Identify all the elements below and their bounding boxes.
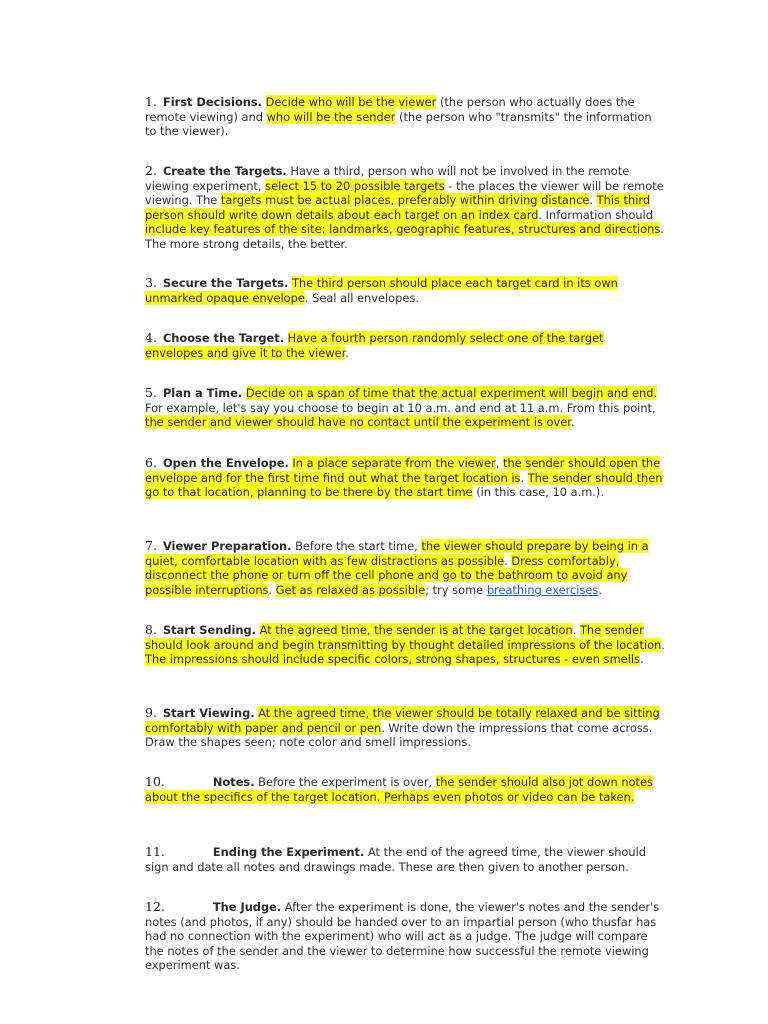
highlighted-text: select 15 to 20 possible targets (265, 178, 445, 193)
body-text: Before the experiment is over, (258, 775, 436, 789)
body-text: . (570, 415, 575, 430)
item-number: 5. (145, 385, 157, 400)
body-text: . (639, 652, 644, 667)
list-item (145, 386, 665, 430)
body-text: . Seal all envelopes. (304, 290, 419, 305)
body-text: . The more strong details, the better. (145, 222, 664, 251)
highlighted-text: At the agreed time, the viewer should be totally relaxed and be sitting comfortably with paper and pencil or pen (145, 706, 660, 735)
highlighted-text: the sender and viewer should have no contact until the experiment is over (145, 415, 571, 430)
item-number: 3. (145, 275, 157, 290)
body-text: . (589, 193, 597, 208)
body-text: At the end of the agreed time, the viewer should sign and date all notes and drawings made. These are then given to another person. (145, 845, 647, 874)
item-title: Ending the Experiment. (212, 845, 365, 859)
highlighted-text: Have a fourth person randomly select one of the target envelopes and give it to the viewer (145, 331, 604, 360)
highlighted-text: the sender should also jot down notes about the specifics of the target location. Perhaps even photos or video can be taken. (145, 775, 653, 804)
body-text: (the person who actually does the remote viewing) and (145, 95, 635, 124)
highlighted-text: The impressions should include specific colors, strong shapes, structures - even smells (145, 652, 640, 667)
body-text: . Information should (538, 207, 653, 222)
item-number: 7. (145, 538, 157, 553)
list-item (145, 539, 665, 597)
item-number: 6. (145, 455, 157, 470)
highlighted-text: the sender should open the envelope and for the first time find out what the target location is (145, 456, 661, 485)
body-text: . (572, 623, 580, 637)
item-number: 10. (145, 774, 165, 789)
item-number: 8. (145, 622, 157, 637)
body-text: For example, let's say you choose to begin at 10 a.m. and end at 11 a.m. From this point, (145, 400, 656, 415)
list-item (145, 276, 665, 305)
list-item (145, 775, 665, 804)
item-title: Plan a Time. (162, 386, 243, 400)
item-title: First Decisions. (162, 95, 262, 109)
item-title: Start Viewing. (162, 706, 255, 720)
body-text: . Write down the impressions that come across. Draw the shapes seen; note color and smell impressions. (145, 720, 653, 750)
breathing-exercises-link[interactable]: breathing exercises (486, 582, 599, 597)
highlighted-text: The sender should look around and begin transmitting by thought detailed impressions of the location (145, 623, 662, 652)
highlighted-text: targets must be actual places, preferably within driving distance (220, 193, 590, 208)
item-title: The Judge. (212, 900, 282, 914)
highlighted-text: Decide on a span of time that the actual experiment will begin and end. (245, 386, 658, 400)
item-title: Viewer Preparation. (162, 539, 292, 553)
highlighted-text: include key features of the site: landmarks, geographic features, structures and directions (145, 222, 661, 237)
item-title: Choose the Target. (162, 331, 285, 345)
item-number: 4. (145, 330, 157, 345)
body-text: . (504, 553, 512, 568)
body-text: ; try some (425, 582, 487, 597)
item-number: 1. (145, 94, 157, 109)
highlighted-text: This third person should write down details about each target on an index card (145, 193, 651, 222)
list-item (145, 706, 665, 750)
item-number: 12. (145, 899, 165, 914)
highlighted-text: In a place separate from the viewer (292, 456, 496, 470)
highlighted-text: who will be the sender (266, 109, 396, 124)
highlighted-text: At the agreed time, the sender is at the target location (259, 623, 573, 637)
highlighted-text: The sender should then go to that location, planning to be there by the start time (145, 470, 663, 500)
highlighted-text: Decide who will be the viewer (265, 95, 437, 109)
item-title: Start Sending. (162, 623, 256, 637)
item-number: 11. (145, 844, 165, 859)
body-text: Before the start time, (295, 539, 422, 553)
list-item (145, 164, 665, 252)
body-text: . (661, 637, 665, 652)
highlighted-text: The third person should place each target card in its own unmarked opaque envelope (145, 276, 618, 305)
body-text: . (520, 470, 528, 485)
list-item (145, 95, 665, 139)
body-text: After the experiment is done, the viewer's notes and the sender's notes (and photos, if any) should be handed over to an impartial person (who thusfar has had no connection with the experiment) who will act as a judge. The judge will compare the notes of the sender and the viewer to determine how successful the remote viewing experiment was. (145, 900, 660, 973)
body-text: (the person who "transmits" the information to the viewer). (145, 109, 652, 139)
body-text: - the places the viewer will be remote viewing. The (145, 178, 664, 208)
item-title: Open the Envelope. (162, 456, 289, 470)
list-item (145, 900, 665, 973)
body-text: , (495, 456, 504, 470)
list-item (145, 623, 665, 667)
item-number: 9. (145, 705, 157, 720)
body-text: . (598, 582, 602, 597)
list-item (145, 456, 665, 500)
highlighted-text: the viewer should prepare by being in a quiet, comfortable location with as few distractions as possible (145, 539, 649, 568)
item-title: Create the Targets. (162, 164, 287, 178)
body-text: . (268, 582, 276, 597)
list-item (145, 845, 665, 874)
list-item (145, 331, 665, 360)
highlighted-text: Get as relaxed as possible (275, 582, 426, 597)
body-text: (in this case, 10 a.m.). (472, 485, 604, 500)
body-text: . (345, 345, 349, 360)
item-title: Secure the Targets. (162, 276, 289, 290)
item-title: Notes. (212, 775, 255, 789)
item-number: 2. (145, 163, 157, 178)
body-text: Have a third, person who will not be involved in the remote viewing experiment, (145, 164, 630, 193)
highlighted-text: Dress comfortably, disconnect the phone or turn off the cell phone and go to the bathroom to avoid any possible interruptions (145, 553, 628, 597)
